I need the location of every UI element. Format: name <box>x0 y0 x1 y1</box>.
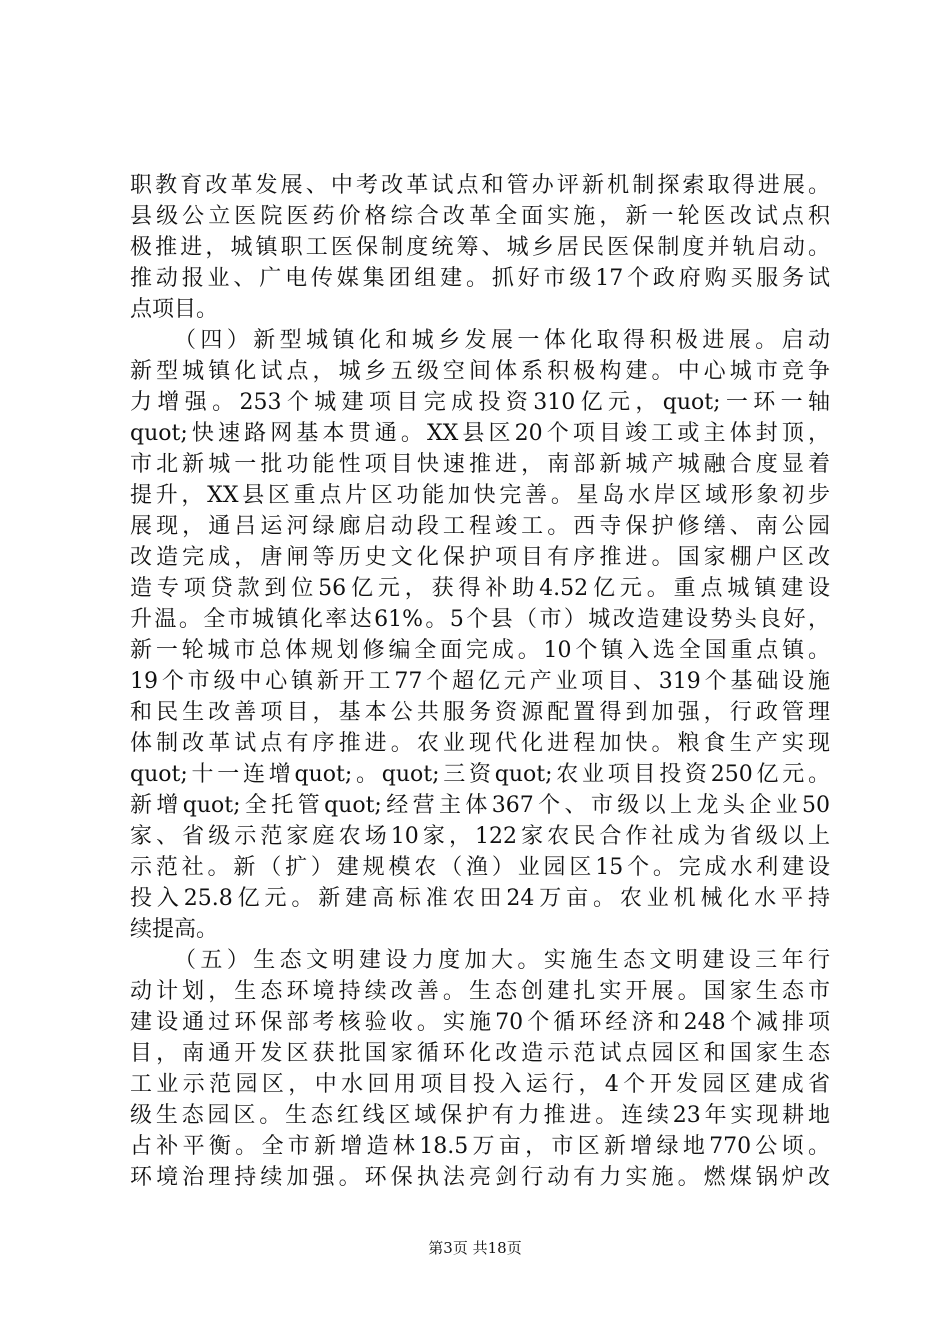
document-body <box>130 170 830 1193</box>
text-line: 占补平衡。全市新增造林18.5万亩，市区新增绿地770公顷。 <box>130 1134 830 1159</box>
text-line: 动计划，生态环境持续改善。生态创建扎实开展。国家生态市 <box>130 979 830 1004</box>
text-line: quot;快速路网基本贯通。XX县区20个项目竣工或主体封顶， <box>130 421 830 446</box>
text-line: 职教育改革发展、中考改革试点和管办评新机制探索取得进展。 <box>130 173 830 198</box>
text-line: 环境治理持续加强。环保执法亮剑行动有力实施。燃煤锅炉改 <box>130 1165 830 1190</box>
text-line: 点项目。 <box>130 297 219 322</box>
text-line: 展现，通吕运河绿廊启动段工程竣工。西寺保护修缮、南公园 <box>130 514 830 539</box>
paragraph-heading-line: （四）新型城镇化和城乡发展一体化取得积极进展。启动 <box>174 328 830 353</box>
text-line: 体制改革试点有序推进。农业现代化进程加快。粮食生产实现 <box>130 731 830 756</box>
text-line: 极推进，城镇职工医保制度统筹、城乡居民医保制度并轨启动。 <box>130 235 830 260</box>
text-line: 家、省级示范家庭农场10家，122家农民合作社成为省级以上 <box>130 824 830 849</box>
paragraph-3 <box>130 945 830 1193</box>
text-line: 市北新城一批功能性项目快速推进，南部新城产城融合度显着 <box>130 452 830 477</box>
paragraph-1 <box>130 170 830 325</box>
paragraph-2 <box>130 325 830 945</box>
text-line: quot;十一连增quot;。quot;三资quot;农业项目投资250亿元。 <box>130 762 830 787</box>
text-line: 新增quot;全托管quot;经营主体367个、市级以上龙头企业50 <box>130 793 830 818</box>
text-line: 县级公立医院医药价格综合改革全面实施，新一轮医改试点积 <box>130 204 830 229</box>
paragraph-heading-line: （五）生态文明建设力度加大。实施生态文明建设三年行 <box>174 948 830 973</box>
text-line: 新型城镇化试点，城乡五级空间体系积极构建。中心城市竞争 <box>130 359 830 384</box>
text-line: 级生态园区。生态红线区域保护有力推进。连续23年实现耕地 <box>130 1103 830 1128</box>
text-line: 新一轮城市总体规划修编全面完成。10个镇入选全国重点镇。 <box>130 638 830 663</box>
text-line: 升温。全市城镇化率达61%。5个县（市）城改造建设势头良好， <box>130 607 830 632</box>
text-line: 投入25.8亿元。新建高标准农田24万亩。农业机械化水平持 <box>130 886 830 911</box>
text-line: 造专项贷款到位56亿元，获得补助4.52亿元。重点城镇建设 <box>130 576 830 601</box>
text-line: 工业示范园区，中水回用项目投入运行，4个开发园区建成省 <box>130 1072 830 1097</box>
text-line: 目，南通开发区获批国家循环化改造示范试点园区和国家生态 <box>130 1041 830 1066</box>
text-line: 和民生改善项目，基本公共服务资源配置得到加强，行政管理 <box>130 700 830 725</box>
text-line: 力增强。253个城建项目完成投资310亿元，quot;一环一轴 <box>130 390 830 415</box>
text-line: 改造完成，唐闸等历史文化保护项目有序推进。国家棚户区改 <box>130 545 830 570</box>
text-line: 示范社。新（扩）建规模农（渔）业园区15个。完成水利建设 <box>130 855 830 880</box>
text-line: 19个市级中心镇新开工77个超亿元产业项目、319个基础设施 <box>130 669 830 694</box>
text-line: 建设通过环保部考核验收。实施70个循环经济和248个减排项 <box>130 1010 830 1035</box>
text-line: 推动报业、广电传媒集团组建。抓好市级17个政府购买服务试 <box>130 266 830 291</box>
page-number: 第3页 共18页 <box>428 1239 522 1257</box>
text-line: 续提高。 <box>130 917 219 942</box>
text-line: 提升，XX县区重点片区功能加快完善。星岛水岸区域形象初步 <box>130 483 830 508</box>
